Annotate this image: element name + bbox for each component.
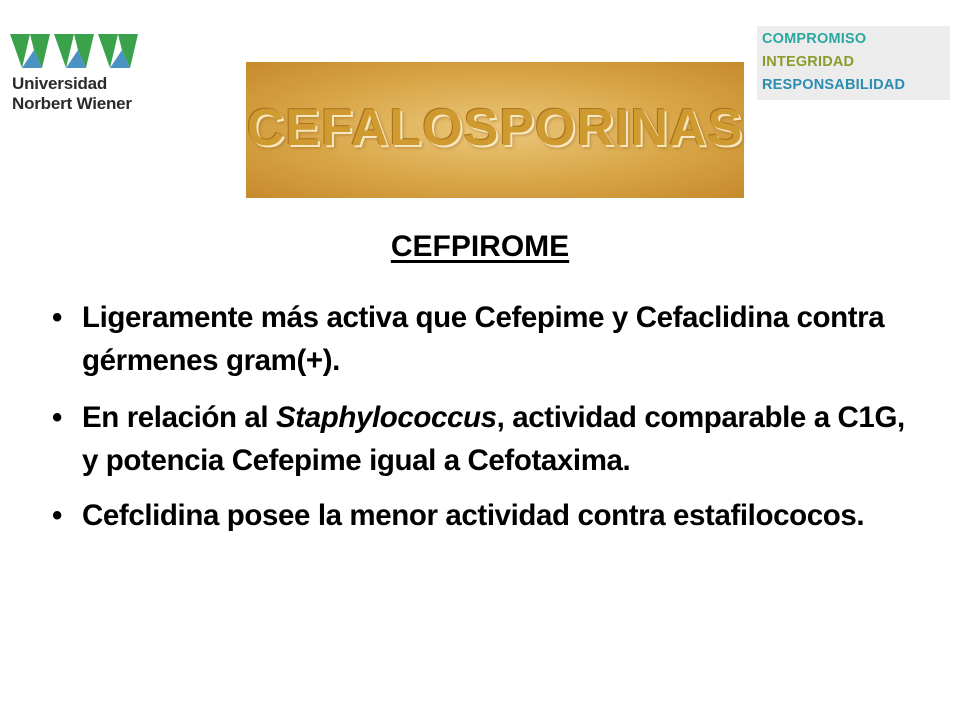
university-logo — [8, 30, 178, 120]
bullet-text-before: En relación al — [82, 401, 277, 434]
open-book-icon — [8, 30, 158, 70]
bullet-list — [48, 296, 928, 551]
bullet-italic-term: Staphylococcus — [276, 401, 497, 434]
bullet-item — [48, 494, 928, 537]
bullet-dot-icon: • — [52, 401, 62, 434]
bullet-text: Ligeramente más activa que Cefepime y Cefaclidina contra gérmenes gram(+). — [82, 301, 885, 377]
banner-title: CEFALOSPORINAS — [246, 99, 744, 157]
bullet-item — [48, 296, 928, 382]
logo-line-2: Norbert Wiener — [12, 94, 132, 113]
bullet-text: Cefclidina posee la menor actividad contra estafilococos. — [82, 499, 865, 532]
subtitle-text: CEFPIROME — [390, 230, 570, 263]
logo-text — [12, 74, 132, 114]
title-banner — [246, 62, 744, 198]
value-commitment: COMPROMISO — [762, 31, 867, 47]
bullet-dot-icon: • — [52, 301, 62, 334]
value-integrity: INTEGRIDAD — [762, 54, 855, 70]
bullet-item — [48, 396, 928, 482]
values-box — [757, 26, 950, 100]
value-responsibility: RESPONSABILIDAD — [762, 77, 906, 93]
slide-subtitle — [0, 230, 960, 264]
bullet-dot-icon: • — [52, 499, 62, 532]
logo-line-1: Universidad — [12, 74, 108, 93]
bullet-text-after: , actividad comparable a C1G, y potencia Cefepime igual a Cefotaxima. — [82, 401, 905, 477]
